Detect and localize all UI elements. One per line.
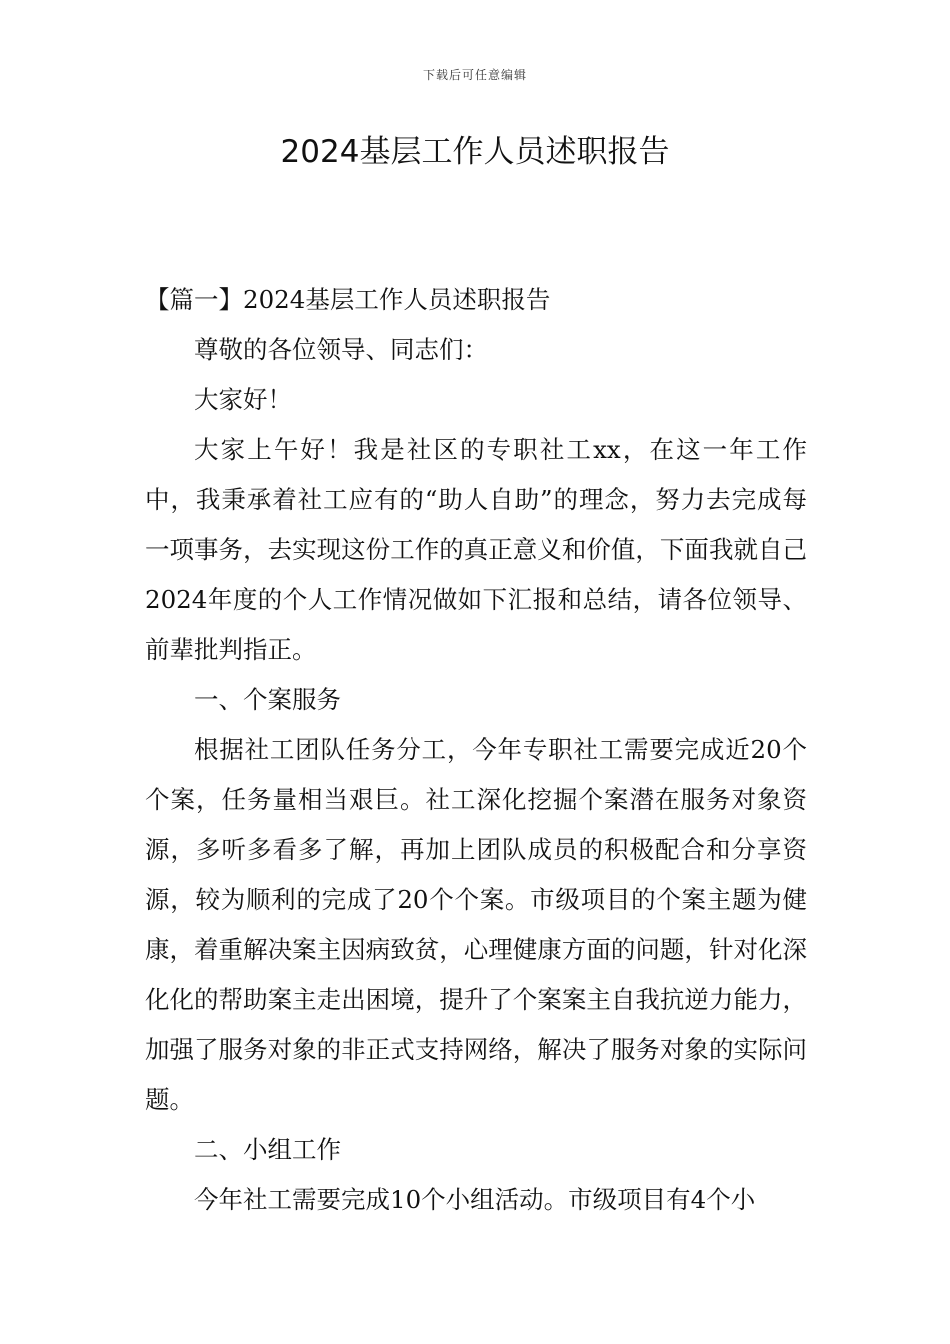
case-service-paragraph: 根据社工团队任务分工，今年专职社工需要完成近20个个案，任务量相当艰巨。社工深化挖掘个案潜在服务对象资源，多听多看多了解，再加上团队成员的积极配合和分享资源，较为顺利的完成了20个个案。市级项目的个案主题为健康，着重解决案主因病致贫，心理健康方面的问题，针对化深化化的帮助案主走出困境，提升了个案案主自我抗逆力能力，加强了服务对象的非正式支持网络，解决了服务对象的实际问题。 (145, 735, 807, 1114)
document-title: 2024基层工作人员述职报告 (280, 134, 670, 170)
section-label: 【篇一】2024基层工作人员述职报告 (145, 285, 551, 314)
section-heading-case-service: 一、个案服务 (194, 685, 341, 714)
section-heading-group-work: 二、小组工作 (194, 1135, 341, 1164)
document-body (145, 275, 807, 1225)
header-note: 下载后可任意编辑 (422, 68, 527, 82)
greeting: 大家好！ (194, 385, 292, 414)
salutation: 尊敬的各位领导、同志们： (194, 335, 488, 364)
group-work-paragraph: 今年社工需要完成10个小组活动。市级项目有4个小 (194, 1185, 756, 1214)
intro-paragraph: 大家上午好！我是社区的专职社工xx，在这一年工作中，我秉承着社工应有的“助人自助”的理念，努力去完成每一项事务，去实现这份工作的真正意义和价值，下面我就自己2024年度的个人工作情况做如下汇报和总结，请各位领导、前辈批判指正。 (145, 435, 807, 664)
